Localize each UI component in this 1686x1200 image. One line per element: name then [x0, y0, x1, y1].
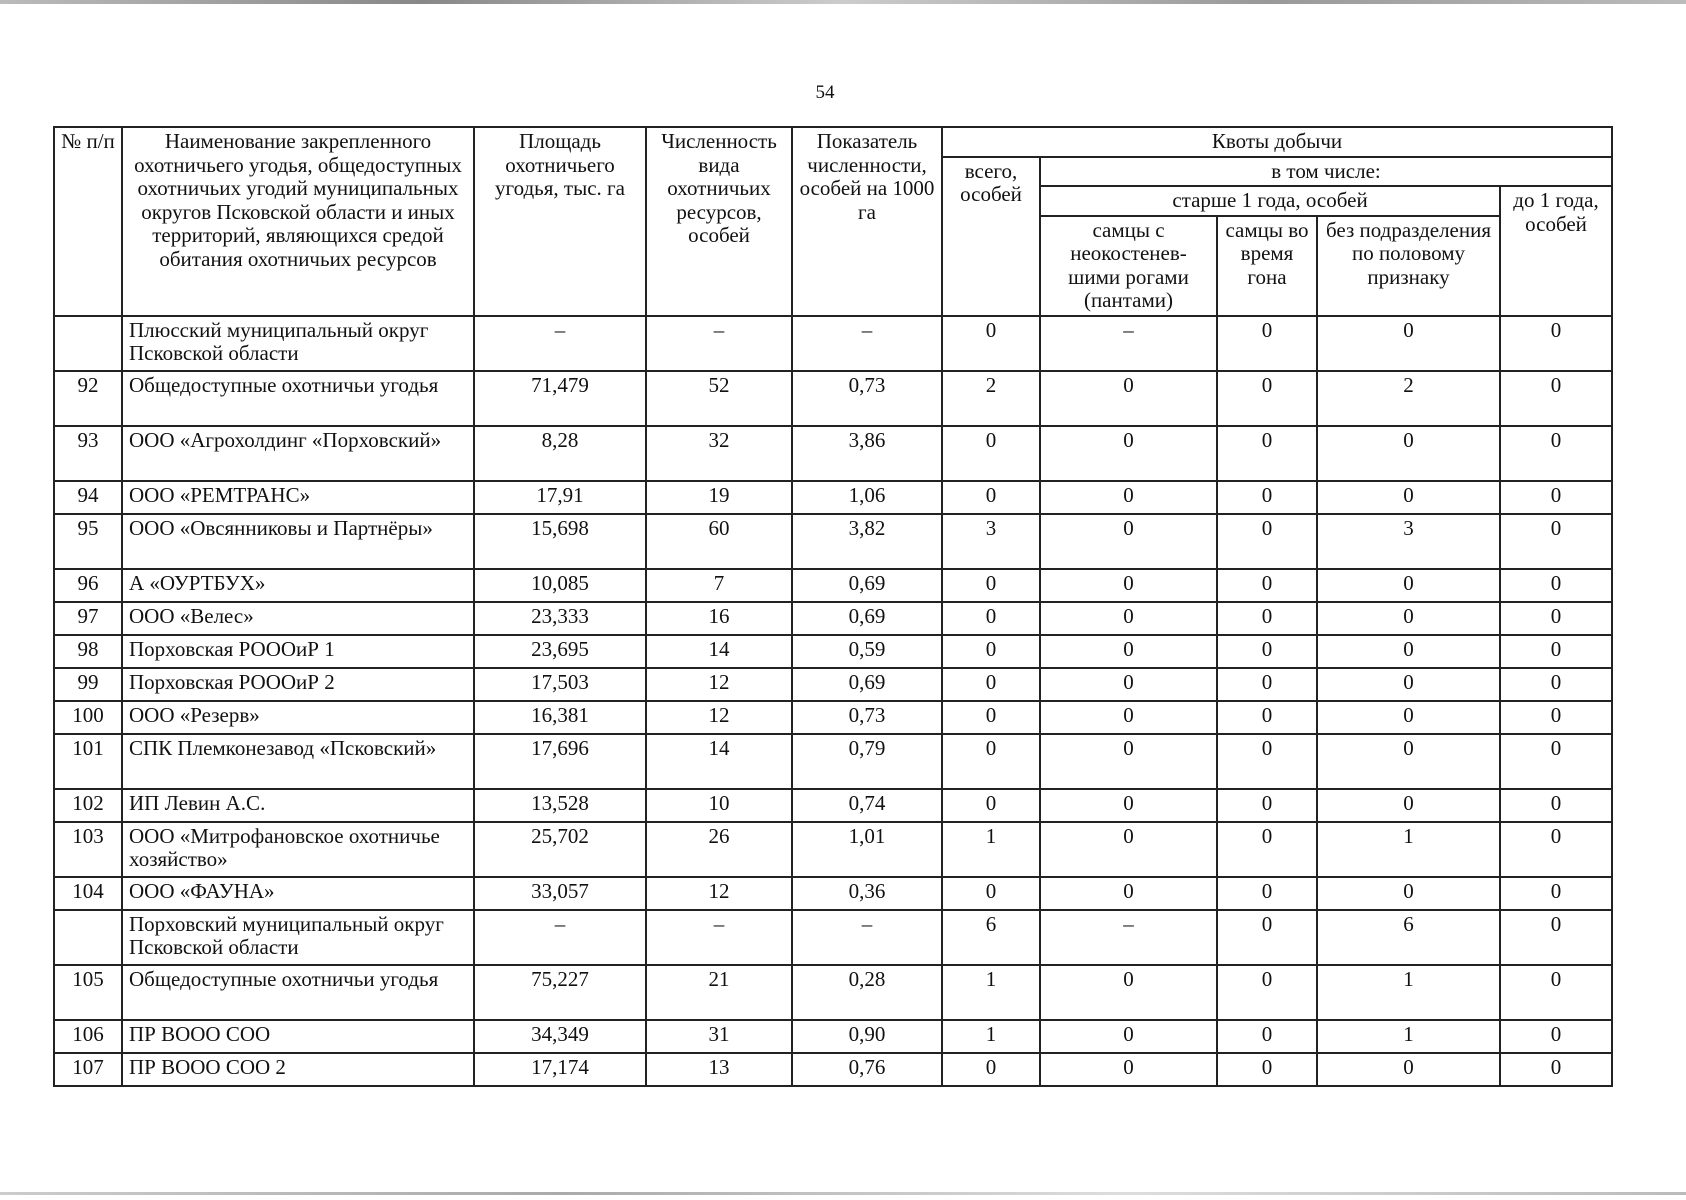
cell-total: 1: [942, 822, 1040, 877]
cell-nosex: 0: [1317, 701, 1500, 734]
cell-antlers: 0: [1040, 371, 1217, 426]
table-row: [54, 481, 1612, 514]
cell-nosex: 0: [1317, 789, 1500, 822]
table-header: [54, 127, 1612, 316]
cell-under1: 0: [1500, 1053, 1612, 1086]
cell-density: 0,36: [792, 877, 942, 910]
cell-name: ИП Левин А.С.: [122, 789, 474, 822]
table-row: [54, 569, 1612, 602]
cell-count: –: [646, 316, 792, 371]
cell-rut: 0: [1217, 701, 1317, 734]
cell-name: Порховская РОООиР 2: [122, 668, 474, 701]
cell-rut: 0: [1217, 635, 1317, 668]
cell-area: 16,381: [474, 701, 646, 734]
cell-antlers: –: [1040, 316, 1217, 371]
cell-rut: 0: [1217, 426, 1317, 481]
cell-name: СПК Племконезавод «Псковский»: [122, 734, 474, 789]
page-number: 54: [815, 82, 835, 103]
table-row: [54, 789, 1612, 822]
cell-name: ООО «Агрохолдинг «Порховский»: [122, 426, 474, 481]
cell-under1: 0: [1500, 514, 1612, 569]
cell-under1: 0: [1500, 822, 1612, 877]
cell-total: 0: [942, 668, 1040, 701]
header-older: старше 1 года, особей: [1040, 186, 1500, 216]
cell-rut: 0: [1217, 514, 1317, 569]
cell-area: 71,479: [474, 371, 646, 426]
cell-nosex: 0: [1317, 635, 1500, 668]
cell-num: 103: [54, 822, 122, 877]
cell-num: 100: [54, 701, 122, 734]
cell-under1: 0: [1500, 569, 1612, 602]
cell-name: Порховская РОООиР 1: [122, 635, 474, 668]
cell-rut: 0: [1217, 371, 1317, 426]
cell-num: 101: [54, 734, 122, 789]
cell-name: Плюсский муниципальный округ Псковской области: [122, 316, 474, 371]
cell-name: ООО «Резерв»: [122, 701, 474, 734]
table-row: [54, 602, 1612, 635]
table-row: [54, 514, 1612, 569]
cell-density: 3,86: [792, 426, 942, 481]
cell-name: А «ОУРТБУХ»: [122, 569, 474, 602]
cell-count: –: [646, 910, 792, 965]
cell-count: 14: [646, 734, 792, 789]
cell-total: 0: [942, 602, 1040, 635]
table-row: [54, 635, 1612, 668]
cell-antlers: 0: [1040, 668, 1217, 701]
cell-num: 102: [54, 789, 122, 822]
cell-num: 92: [54, 371, 122, 426]
cell-area: 33,057: [474, 877, 646, 910]
cell-density: 1,01: [792, 822, 942, 877]
cell-rut: 0: [1217, 316, 1317, 371]
scan-edge-top: [0, 0, 1686, 4]
cell-area: 8,28: [474, 426, 646, 481]
cell-total: 0: [942, 481, 1040, 514]
cell-density: 0,90: [792, 1020, 942, 1053]
cell-under1: 0: [1500, 371, 1612, 426]
cell-total: 0: [942, 789, 1040, 822]
cell-area: 17,696: [474, 734, 646, 789]
cell-area: 17,174: [474, 1053, 646, 1086]
cell-nosex: 0: [1317, 1053, 1500, 1086]
cell-under1: 0: [1500, 789, 1612, 822]
cell-num: 95: [54, 514, 122, 569]
cell-under1: 0: [1500, 701, 1612, 734]
cell-nosex: 0: [1317, 569, 1500, 602]
cell-under1: 0: [1500, 910, 1612, 965]
cell-num: 96: [54, 569, 122, 602]
header-under1: до 1 года, особей: [1500, 186, 1612, 316]
cell-name: Общедоступные охотничьи угодья: [122, 965, 474, 1020]
cell-antlers: 0: [1040, 635, 1217, 668]
table-row: [54, 822, 1612, 877]
cell-count: 31: [646, 1020, 792, 1053]
cell-density: 0,59: [792, 635, 942, 668]
cell-area: 13,528: [474, 789, 646, 822]
cell-density: 0,73: [792, 371, 942, 426]
cell-num: 106: [54, 1020, 122, 1053]
cell-rut: 0: [1217, 910, 1317, 965]
cell-rut: 0: [1217, 569, 1317, 602]
table-row: [54, 965, 1612, 1020]
cell-area: –: [474, 910, 646, 965]
cell-name: ООО «Митрофановское охотничье хозяйство»: [122, 822, 474, 877]
cell-under1: 0: [1500, 481, 1612, 514]
cell-under1: 0: [1500, 877, 1612, 910]
cell-density: –: [792, 316, 942, 371]
cell-total: 0: [942, 701, 1040, 734]
cell-name: Общедоступные охотничьи угодья: [122, 371, 474, 426]
cell-count: 12: [646, 668, 792, 701]
cell-nosex: 2: [1317, 371, 1500, 426]
quota-table-container: [53, 126, 1611, 1087]
cell-nosex: 0: [1317, 668, 1500, 701]
cell-count: 13: [646, 1053, 792, 1086]
header-quotas: Квоты добычи: [942, 127, 1612, 157]
table-row: [54, 668, 1612, 701]
cell-rut: 0: [1217, 877, 1317, 910]
cell-under1: 0: [1500, 1020, 1612, 1053]
cell-density: 0,73: [792, 701, 942, 734]
cell-num: 99: [54, 668, 122, 701]
header-name: Наименование закрепленного охотничьего угодья, общедоступных охотничьих угодий муниципальных округов Псковской области и иных территорий, являющихся средой обитания охотничьих ресурсов: [122, 127, 474, 316]
table-row: [54, 910, 1612, 965]
cell-rut: 0: [1217, 822, 1317, 877]
cell-count: 16: [646, 602, 792, 635]
cell-total: 0: [942, 635, 1040, 668]
cell-under1: 0: [1500, 426, 1612, 481]
cell-count: 60: [646, 514, 792, 569]
cell-num: 107: [54, 1053, 122, 1086]
cell-total: 0: [942, 734, 1040, 789]
table-row: [54, 426, 1612, 481]
cell-name: ООО «Овсянниковы и Партнёры»: [122, 514, 474, 569]
cell-rut: 0: [1217, 789, 1317, 822]
cell-nosex: 0: [1317, 426, 1500, 481]
cell-total: 2: [942, 371, 1040, 426]
cell-area: 23,333: [474, 602, 646, 635]
quota-table: [53, 126, 1613, 1087]
cell-density: 0,28: [792, 965, 942, 1020]
cell-rut: 0: [1217, 965, 1317, 1020]
cell-num: 105: [54, 965, 122, 1020]
cell-count: 14: [646, 635, 792, 668]
cell-nosex: 6: [1317, 910, 1500, 965]
cell-under1: 0: [1500, 734, 1612, 789]
cell-area: 25,702: [474, 822, 646, 877]
cell-name: ПР ВООО СОО: [122, 1020, 474, 1053]
table-row: [54, 877, 1612, 910]
cell-count: 12: [646, 701, 792, 734]
cell-under1: 0: [1500, 316, 1612, 371]
cell-nosex: 0: [1317, 602, 1500, 635]
cell-count: 19: [646, 481, 792, 514]
cell-area: 17,503: [474, 668, 646, 701]
cell-antlers: 0: [1040, 734, 1217, 789]
header-area: Площадь охотничьего угодья, тыс. га: [474, 127, 646, 316]
cell-antlers: 0: [1040, 569, 1217, 602]
cell-count: 26: [646, 822, 792, 877]
cell-area: 15,698: [474, 514, 646, 569]
cell-antlers: 0: [1040, 877, 1217, 910]
header-density: Показатель численности, особей на 1000 га: [792, 127, 942, 316]
header-num: № п/п: [54, 127, 122, 316]
header-including: в том числе:: [1040, 157, 1612, 187]
cell-rut: 0: [1217, 602, 1317, 635]
cell-num: 97: [54, 602, 122, 635]
cell-nosex: 1: [1317, 1020, 1500, 1053]
table-row: [54, 316, 1612, 371]
cell-antlers: 0: [1040, 789, 1217, 822]
cell-antlers: 0: [1040, 481, 1217, 514]
table-row: [54, 1053, 1612, 1086]
cell-antlers: 0: [1040, 426, 1217, 481]
cell-nosex: 0: [1317, 877, 1500, 910]
cell-antlers: 0: [1040, 1020, 1217, 1053]
cell-num: 104: [54, 877, 122, 910]
cell-nosex: 0: [1317, 734, 1500, 789]
cell-total: 1: [942, 965, 1040, 1020]
cell-density: 0,76: [792, 1053, 942, 1086]
cell-count: 7: [646, 569, 792, 602]
cell-num: 93: [54, 426, 122, 481]
cell-count: 10: [646, 789, 792, 822]
cell-area: 23,695: [474, 635, 646, 668]
table-body: [54, 316, 1612, 1086]
cell-count: 32: [646, 426, 792, 481]
table-row: [54, 701, 1612, 734]
cell-num: 94: [54, 481, 122, 514]
cell-area: 10,085: [474, 569, 646, 602]
cell-rut: 0: [1217, 734, 1317, 789]
cell-num: 98: [54, 635, 122, 668]
cell-density: 0,74: [792, 789, 942, 822]
cell-under1: 0: [1500, 635, 1612, 668]
cell-antlers: 0: [1040, 822, 1217, 877]
cell-name: Порховский муниципальный округ Псковской области: [122, 910, 474, 965]
cell-name: ПР ВООО СОО 2: [122, 1053, 474, 1086]
cell-antlers: 0: [1040, 514, 1217, 569]
cell-density: 0,69: [792, 668, 942, 701]
scan-edge-bottom: [0, 1192, 1686, 1195]
cell-rut: 0: [1217, 668, 1317, 701]
cell-density: 0,69: [792, 602, 942, 635]
cell-name: ООО «РЕМТРАНС»: [122, 481, 474, 514]
cell-total: 0: [942, 569, 1040, 602]
cell-antlers: 0: [1040, 965, 1217, 1020]
cell-total: 0: [942, 316, 1040, 371]
cell-num: [54, 910, 122, 965]
cell-total: 6: [942, 910, 1040, 965]
table-row: [54, 1020, 1612, 1053]
header-count: Численность вида охотничьих ресурсов, особей: [646, 127, 792, 316]
cell-count: 12: [646, 877, 792, 910]
cell-under1: 0: [1500, 965, 1612, 1020]
cell-density: 1,06: [792, 481, 942, 514]
table-row: [54, 371, 1612, 426]
cell-area: –: [474, 316, 646, 371]
cell-rut: 0: [1217, 1020, 1317, 1053]
header-nosex: без подразделения по половому признаку: [1317, 216, 1500, 316]
cell-total: 0: [942, 1053, 1040, 1086]
cell-count: 21: [646, 965, 792, 1020]
cell-area: 75,227: [474, 965, 646, 1020]
cell-total: 1: [942, 1020, 1040, 1053]
cell-nosex: 3: [1317, 514, 1500, 569]
cell-total: 0: [942, 877, 1040, 910]
cell-density: 3,82: [792, 514, 942, 569]
cell-rut: 0: [1217, 481, 1317, 514]
cell-name: ООО «Велес»: [122, 602, 474, 635]
cell-area: 17,91: [474, 481, 646, 514]
table-row: [54, 734, 1612, 789]
cell-antlers: –: [1040, 910, 1217, 965]
cell-nosex: 1: [1317, 822, 1500, 877]
header-rut: самцы во время гона: [1217, 216, 1317, 316]
cell-density: 0,69: [792, 569, 942, 602]
cell-num: [54, 316, 122, 371]
cell-nosex: 0: [1317, 316, 1500, 371]
cell-antlers: 0: [1040, 1053, 1217, 1086]
cell-density: 0,79: [792, 734, 942, 789]
cell-nosex: 1: [1317, 965, 1500, 1020]
cell-total: 3: [942, 514, 1040, 569]
cell-antlers: 0: [1040, 701, 1217, 734]
cell-area: 34,349: [474, 1020, 646, 1053]
header-antlers: самцы с неокостенев-шими рогами (пантами): [1040, 216, 1217, 316]
cell-density: –: [792, 910, 942, 965]
cell-under1: 0: [1500, 668, 1612, 701]
cell-count: 52: [646, 371, 792, 426]
header-total: всего, особей: [942, 157, 1040, 316]
cell-antlers: 0: [1040, 602, 1217, 635]
cell-total: 0: [942, 426, 1040, 481]
cell-nosex: 0: [1317, 481, 1500, 514]
cell-under1: 0: [1500, 602, 1612, 635]
cell-name: ООО «ФАУНА»: [122, 877, 474, 910]
cell-rut: 0: [1217, 1053, 1317, 1086]
